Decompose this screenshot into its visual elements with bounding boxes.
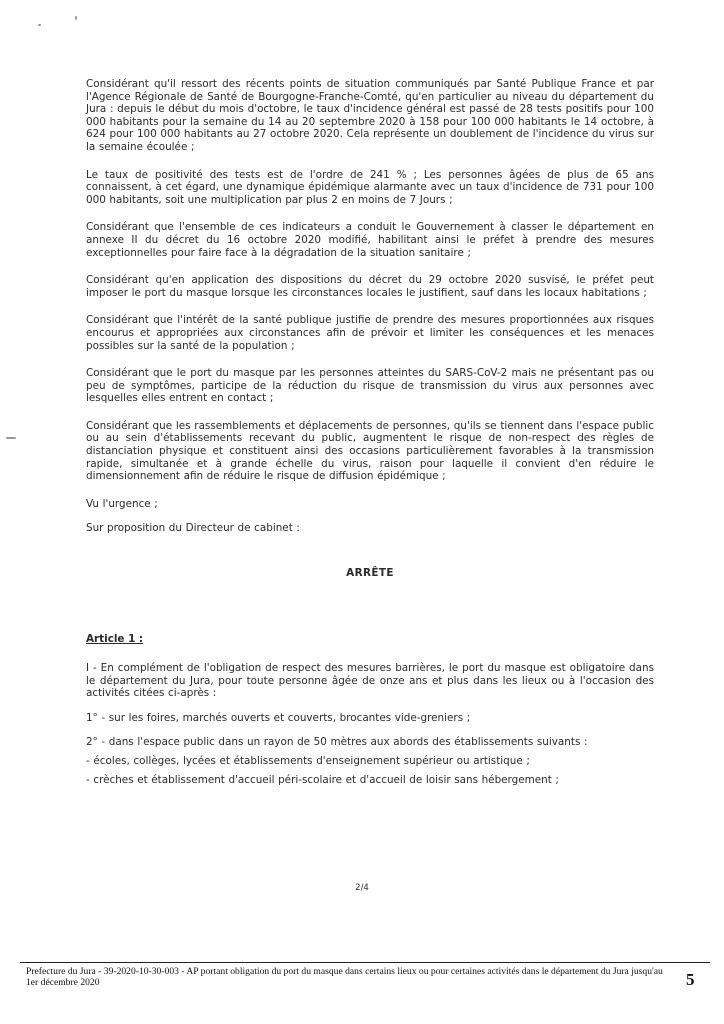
paragraph-indicators: Considérant que l'ensemble de ces indicateurs a conduit le Gouvernement à classer le département en annexe II du décret du 16 octobre 2020 modifié, habilitant ainsi le préfet à prendre des mesures exceptionnelles pour faire face à la dégradation de la situation sanitaire ; — [86, 221, 654, 259]
paragraph-positivity: Le taux de positivité des tests est de l'ordre de 241 % ; Les personnes âgées de plus de 65 ans connaissent, à cet égard, une dynamique épidémique alarmante avec un taux d'incidence de 731 pour 100 000 habitants, soit une multiplication par plus 2 en moins de 7 Jours ; — [86, 168, 654, 206]
footer-divider — [20, 962, 710, 963]
article-item-1: 1° - sur les foires, marchés ouverts et couverts, brocantes vide-greniers ; — [86, 711, 471, 724]
article-paragraph-intro: I - En complément de l'obligation de respect des mesures barrières, le port du masque est obligatoire dans le département du Jura, pour toute personne âgée de onze ans et plus dans les lieux ou à l'occasion des activités citées ci-après : — [86, 662, 654, 700]
paragraph-mask-transmission: Considérant que le port du masque par les personnes atteintes du SARS-CoV-2 mais ne présentant pas ou peu de symptômes, participe de la réduction du risque de transmission du virus aux personnes avec lesquelles elles entrent en contact ; — [86, 367, 654, 405]
paragraph-incidence: Considérant qu'il ressort des récents points de situation communiqués par Santé Publique France et par l'Agence Régionale de Santé de Bourgogne-Franche-Comté, qu'en particulier au niveau du département du Jura : depuis le début du mois d'octobre, le taux d'incidence général est passé de 28 tests positifs pour 100 000 habitants pour la semaine du 14 au 20 septembre 2020 à 158 pour 100 000 habitants le 14 octobre, à 624 pour 100 000 habitants au 27 octobre 2020. Cela représente un doublement de l'incidence du virus sur la semaine écoulée ; — [86, 78, 654, 153]
document-body — [86, 78, 654, 792]
article-subitem-schools: - écoles, collèges, lycées et établissements d'enseignement supérieur ou artistique ; — [86, 755, 530, 767]
page-number: 2/4 — [355, 883, 369, 893]
article-item-2: 2° - dans l'espace public dans un rayon de 50 mètres aux abords des établissements suivants : — [86, 736, 588, 749]
footer-text: Prefecture du Jura - 39-2020-10-30-003 - AP portant obligation du port du masque dans certains lieux ou pour certaines activités dans le département du Jura jusqu'au 1er décembre 2020 — [26, 966, 663, 988]
paragraph-gatherings: Considérant que les rassemblements et déplacements de personnes, qu'ils se tiennent dans l'espace public ou au sein d'établissements recevant du public, augmentent le risque de non-respect des règles de distanciation physique et constituent ainsi des occasions particulièrement favorables à la transmission rapide, simultanée et à grande échelle du virus, raison pour laquelle il convient d'en réduire le dimensionnement afin de réduire le risque de diffusion épidémique ; — [86, 419, 654, 483]
paragraph-decree: Considérant qu'en application des dispositions du décret du 29 octobre 2020 susvisé, le préfet peut imposer le port du masque lorsque les circonstances locales le justifient, sauf dans les locaux habitations ; — [86, 274, 654, 299]
paragraph-public-health: Considérant que l'intérêt de la santé publique justifie de prendre des mesures proportionnées aux risques encourus et appropriées aux circonstances afin de prévoir et limiter les conséquences et les menaces possibles sur la santé de la population ; — [86, 314, 654, 352]
scan-speck — [75, 16, 77, 20]
article-title: Article 1 : — [86, 633, 144, 646]
scan-speck — [38, 24, 41, 26]
article-subitem-creches: - crèches et établissement d'accueil péri-scolaire et d'accueil de loisir sans hébergement ; — [86, 773, 559, 786]
decree-heading: ARRÊTE — [346, 567, 394, 580]
scan-speck — [6, 437, 16, 439]
paragraph-proposal: Sur proposition du Directeur de cabinet : — [86, 522, 300, 535]
footer-sheet-number: 5 — [686, 970, 695, 989]
paragraph-urgency: Vu l'urgence ; — [86, 497, 158, 510]
